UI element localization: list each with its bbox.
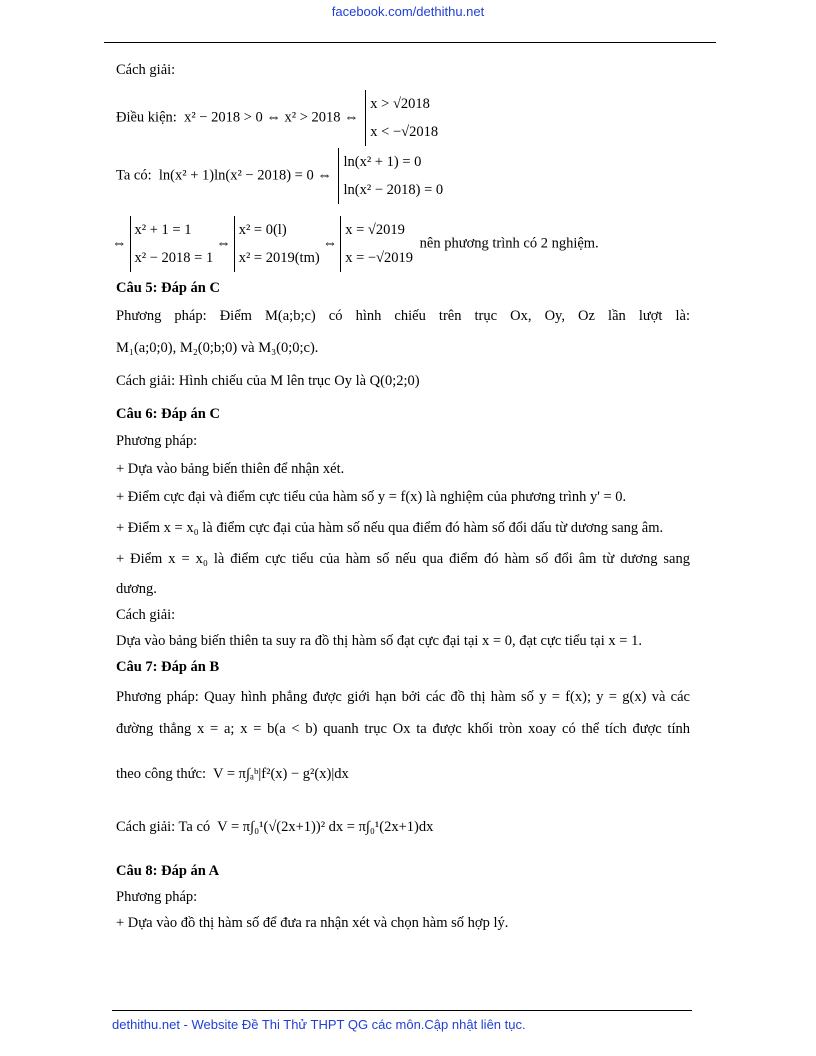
case: x = √2019 (345, 222, 405, 238)
bullet-text: + Điểm x = x₀ là điểm cực tiểu của hàm số nếu qua điểm đó hàm số đổi âm từ dương sang (116, 551, 690, 567)
question-heading: Câu 6: Đáp án C (116, 406, 220, 422)
condition-line (116, 90, 441, 146)
case: x² = 0(l) (238, 222, 287, 238)
bullet-text: + Điểm cực đại và điểm cực tiểu của hàm số y = f(x) là nghiệm của phương trình y' = 0. (116, 489, 627, 505)
case: ln(x² − 2018) = 0 (343, 182, 444, 198)
header-divider (104, 42, 716, 43)
volume-computation: V = π∫₀¹(√(2x+1))² dx = π∫₀¹(2x+1)dx (217, 819, 434, 835)
case: x = −√2019 (345, 250, 414, 266)
question-heading: Câu 8: Đáp án A (116, 863, 220, 879)
footer-link[interactable]: dethithu.net - Website Đề Thi Thử THPT QG các môn.Cập nhật liên tục. (112, 1017, 526, 1032)
equation: x² − 2018 > 0 ⇔ x² > 2018 ⇔ (184, 109, 359, 126)
method-text: Phương pháp: Điểm M(a;b;c) có hình chiếu trên trục Ox, Oy, Oz lần lượt là: (116, 308, 690, 324)
case-system (234, 216, 320, 272)
method-label: Phương pháp: (116, 889, 198, 905)
bullet-text: + Dựa vào bảng biến thiên để nhận xét. (116, 461, 345, 477)
method-text: đường thẳng x = a; x = b(a < b) quanh trục Ox ta được khối tròn xoay có thể tích được tính (116, 721, 690, 737)
case: x < −√2018 (370, 124, 439, 140)
volume-formula: V = π∫ₐᵇ|f²(x) − g²(x)|dx (213, 766, 349, 782)
solution-text: Dựa vào bảng biến thiên ta suy ra đồ thị hàm số đạt cực đại tại x = 0, đạt cực tiểu tại x = 1. (116, 633, 642, 649)
case-system (338, 148, 443, 204)
label: Điều kiện: (116, 109, 177, 126)
header-site-link[interactable]: facebook.com/dethithu.net (331, 4, 485, 19)
solution-text: Cách giải: Hình chiếu của M lên trục Oy là Q(0;2;0) (116, 373, 420, 389)
label: Cách giải: Ta có (116, 819, 211, 835)
case: x² − 2018 = 1 (134, 250, 214, 266)
equation-line (116, 148, 446, 204)
bullet-text: + Điểm x = x₀ là điểm cực đại của hàm số nếu qua điểm đó hàm số đổi dấu từ dương sang âm. (116, 520, 664, 536)
formula-line (116, 765, 349, 783)
bullet-text: dương. (116, 581, 157, 597)
case: ln(x² + 1) = 0 (343, 154, 422, 170)
case-system (130, 216, 214, 272)
equivalence-line: ⇔ x² + 1 = 1 x² − 2018 = 1 ⇔ x² = 0(l) x² = 2019(tm) ⇔ x = √2019 x = −√2019 nên phương trình có 2 nghiệm. (112, 216, 599, 272)
conclusion: nên phương trình có 2 nghiệm. (419, 235, 599, 252)
text-line: Cách giải: (116, 62, 176, 78)
solution-label: Cách giải: (116, 607, 176, 623)
equation: ln(x² + 1)ln(x² − 2018) = 0 ⇔ (158, 167, 332, 184)
label: Ta có: (116, 167, 152, 184)
method-text: Phương pháp: Quay hình phẳng được giới hạn bởi các đồ thị hàm số y = f(x); y = g(x) và các (116, 689, 690, 705)
case: x > √2018 (370, 96, 430, 112)
method-text: M₁(a;0;0), M₂(0;b;0) và M₃(0;0;c). (116, 340, 319, 356)
case: x² = 2019(tm) (238, 250, 320, 266)
footer-divider (112, 1010, 692, 1011)
case-system (365, 90, 438, 146)
case: x² + 1 = 1 (134, 222, 192, 238)
question-heading: Câu 7: Đáp án B (116, 659, 220, 675)
solution-line (116, 818, 433, 836)
question-heading: Câu 5: Đáp án C (116, 280, 220, 296)
case-system (340, 216, 413, 272)
method-label: Phương pháp: (116, 433, 198, 449)
bullet-text: + Dựa vào đồ thị hàm số để đưa ra nhận xét và chọn hàm số hợp lý. (116, 915, 509, 931)
label: theo công thức: (116, 766, 207, 782)
